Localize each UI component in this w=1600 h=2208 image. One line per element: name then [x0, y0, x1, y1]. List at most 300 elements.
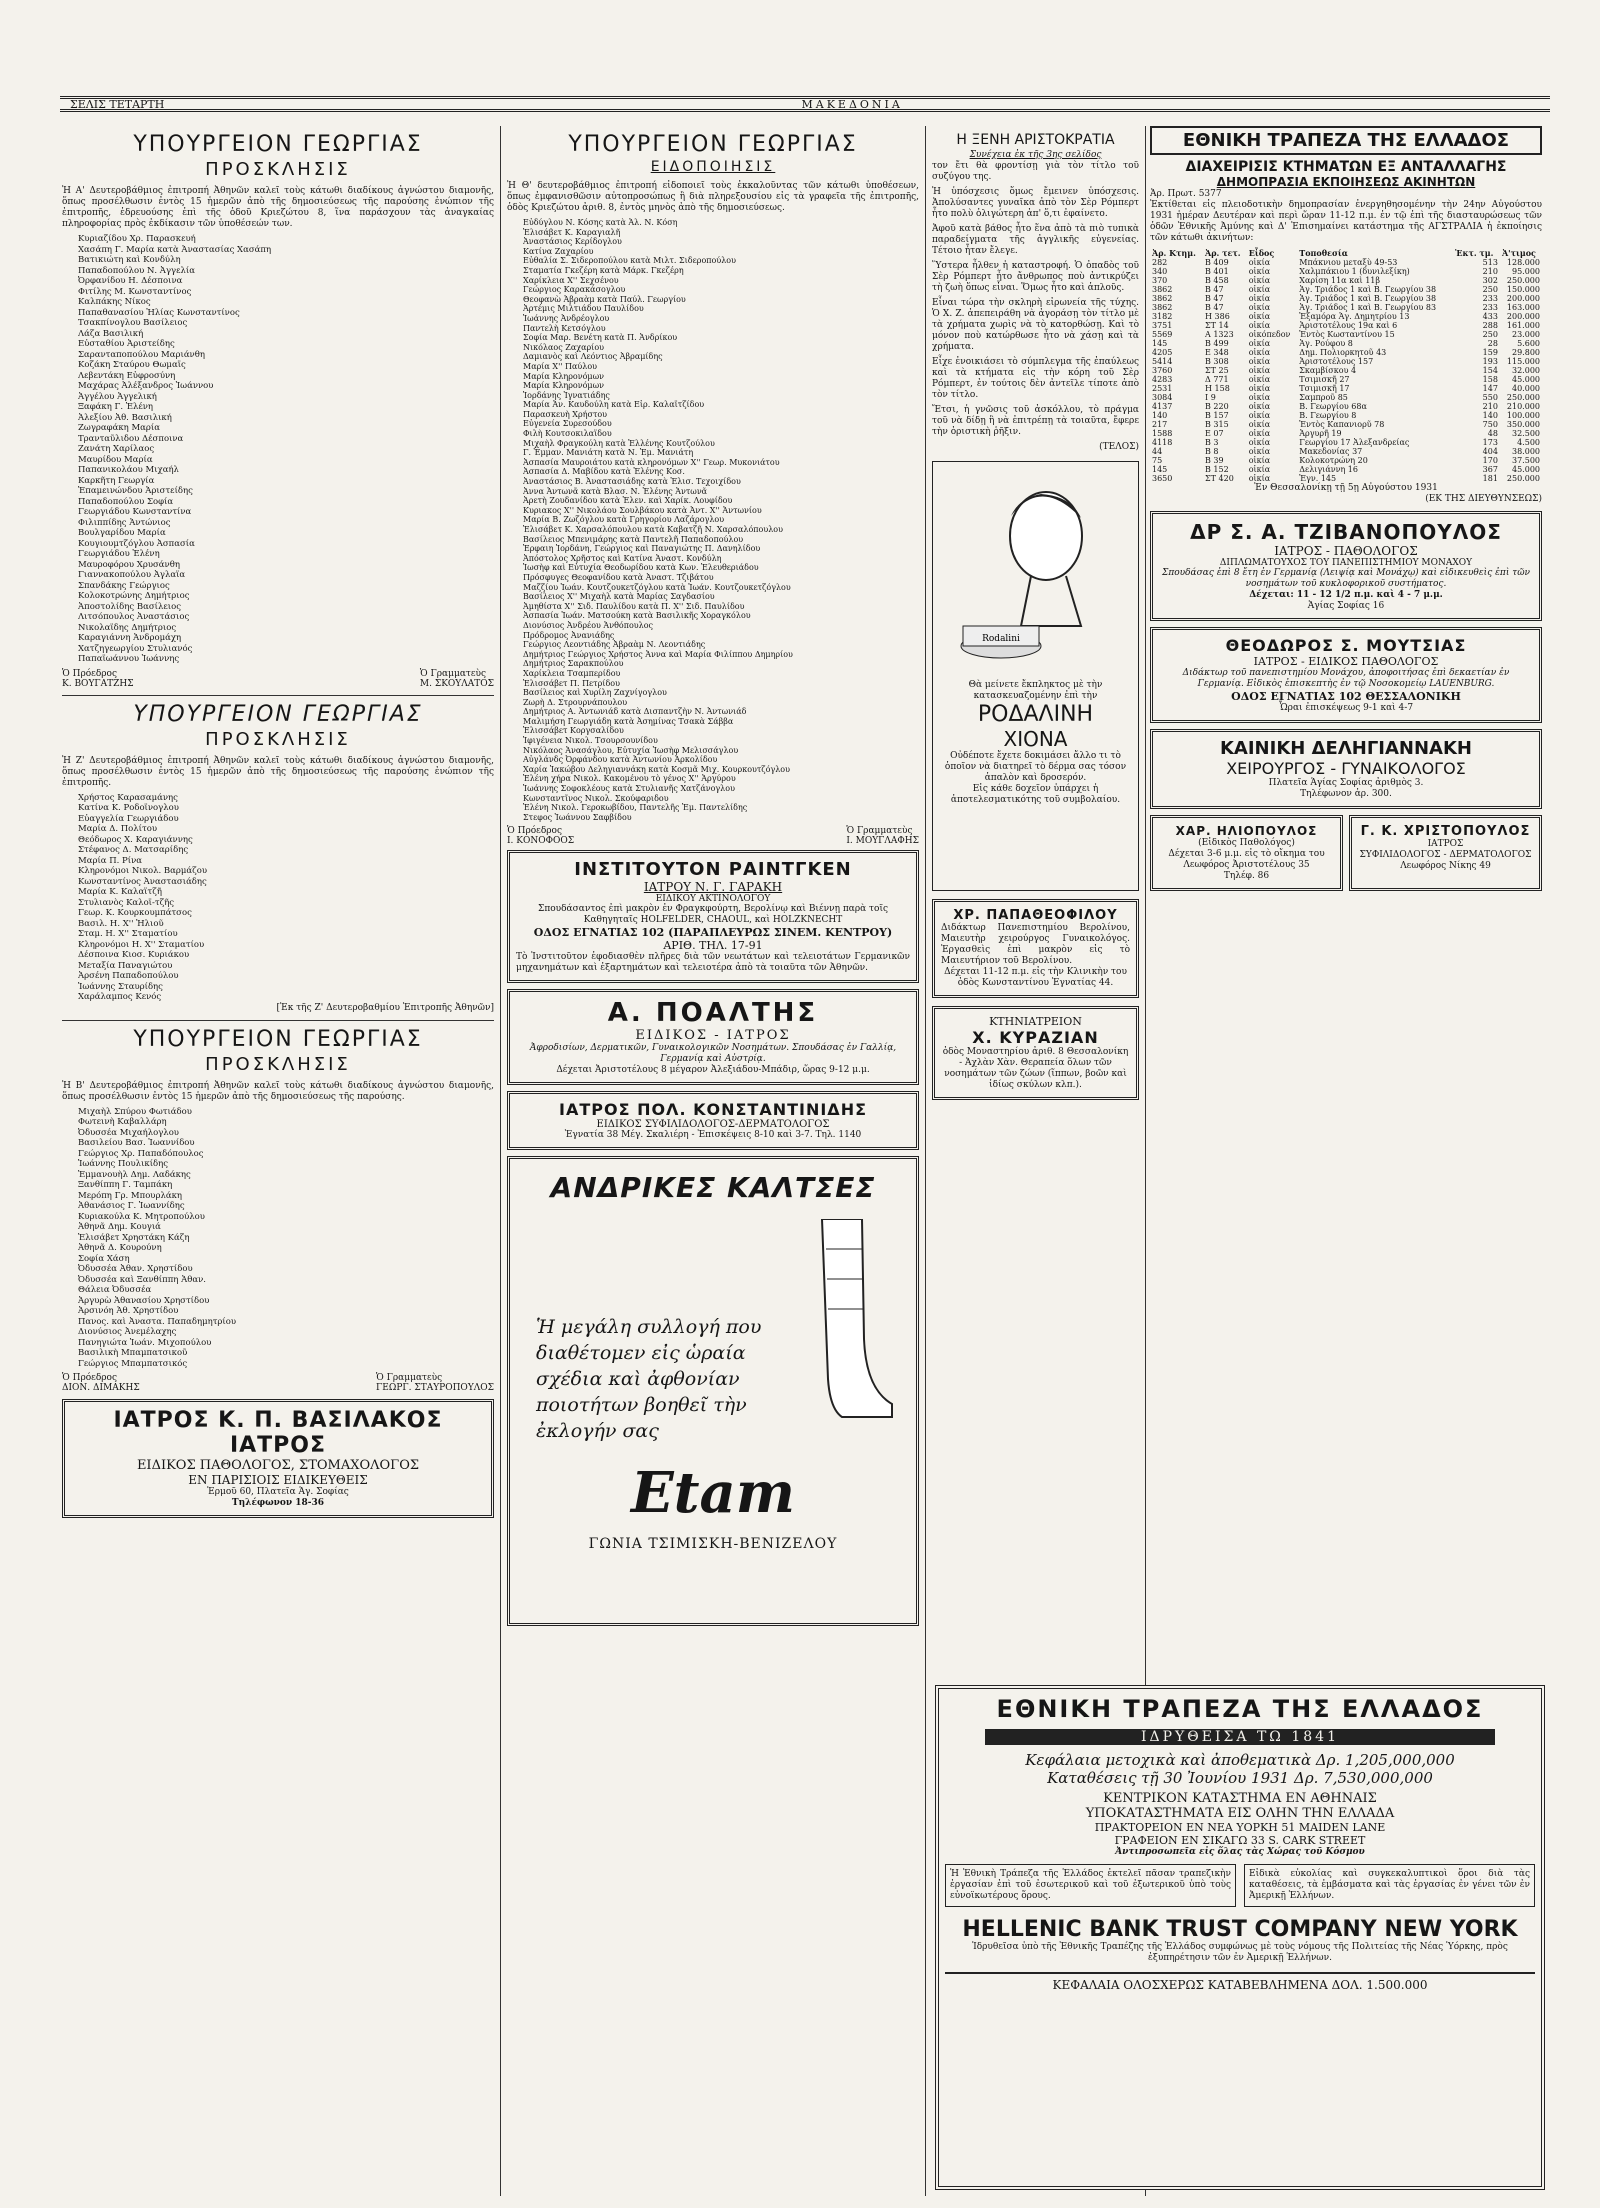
table-cell: 3760 — [1152, 366, 1173, 375]
table-cell: 288 — [1482, 321, 1498, 330]
table-cell: οἰκία — [1248, 447, 1271, 456]
article-body — [932, 161, 1139, 438]
table-cell: 5569 — [1152, 330, 1173, 339]
ad-phone: Τηλέφ. 86 — [1223, 871, 1270, 881]
table-cell: Μακεδονίας 37 — [1299, 447, 1363, 456]
column-1 — [62, 126, 494, 2196]
name-entry: 24. Μιχαὴλ Φραγκούλη κατὰ Ἑλλένης Κουτζούλου — [523, 439, 919, 449]
table-header: Ἀρ. Κτημ. — [1152, 248, 1196, 258]
name-entry: 28. Φιλιππίδης Ἀντώνιος — [78, 518, 494, 529]
table-cell: 210 — [1482, 267, 1498, 276]
closing-date: Ἐν Θεσσαλονίκῃ τῇ 5ῃ Αὐγούστου 1931 — [1254, 483, 1438, 493]
ad-spec: ΙΑΤΡΟΣ - ΕΙΔΙΚΟΣ ΠΑΘΟΛΟΓΟΣ — [1253, 655, 1439, 668]
name-entry: 17. Ὀδυσσέα καὶ Ξανθίππη Ἀθαν. — [78, 1275, 494, 1286]
name-entry: 22. Εὐγενεία Συρεσούδου — [523, 419, 919, 429]
bank-correspondents: Ἀντιπροσωπεῖα εἰς ὅλας τὰς Χώρας τοῦ Κόσμου — [1115, 1847, 1365, 1857]
ad-name: Χ. ΚΥΡΑΖΙΑΝ — [972, 1028, 1099, 1047]
table-cell: Ἀριστοτέλους 157 — [1299, 357, 1374, 366]
name-entry: 21. Ζανάτη Χαρίλαος — [78, 444, 494, 455]
iliopoulos-ad — [1150, 815, 1343, 891]
name-entry: 18. Ἀλεξίου Ἀθ. Βασιλική — [78, 413, 494, 424]
table-cell: 181 — [1482, 474, 1498, 483]
name-entry: 36. Ἀπόστολος Χρῆστος καὶ Κατίνα Ἀναστ. Κονδύλη — [523, 554, 919, 564]
table-cell: 4137 — [1152, 402, 1173, 411]
name-entry: 17. Ξαφάκη Γ. Ἑλένη — [78, 402, 494, 413]
name-entry: 6. Φιτίλης Μ. Κωνσταντίνος — [78, 287, 494, 298]
ad-name: ΧΑΡ. ΗΛΙΟΠΟΥΛΟΣ — [1175, 824, 1318, 838]
article-paragraph: τον ἔτι θὰ φροντίσῃ γιὰ τὸν τίτλο τοῦ συζύγου της. — [932, 161, 1139, 182]
name-entry: 19. Ἀργυρὼ Ἀθανασίου Χρηστίδου — [78, 1296, 494, 1307]
bank-left-text: Ἡ Ἐθνικὴ Τράπεζα τῆς Ἑλλάδος ἐκτελεῖ πᾶσαν τραπεζικὴν ἐργασίαν ἐπὶ τοῦ ἐσωτερικοῦ καὶ τοῦ ἐξωτερικοῦ ὑπὸ τοὺς εὐνοϊκωτέρους ὅρους. — [945, 1864, 1236, 1907]
table-cell: 140 — [1152, 411, 1168, 420]
name-entry: 1. Εὐδύγλου Ν. Κόσης κατὰ Ἀλ. Ν. Κόση — [523, 218, 919, 228]
ad-phone: Τηλέφωνον 18-36 — [231, 1498, 325, 1508]
bank-notice-header — [1150, 126, 1542, 155]
name-entry: 16. Ἀγγέλου Ἀγγελική — [78, 392, 494, 403]
name-entry: 10. Ἀρτέμις Μιλτιάδου Παυλίδου — [523, 304, 919, 314]
ad-text: ὁδὸς Μοναστηρίου ἀριθ. 8 Θεσσαλονίκη - Ἀχλὰν Χὰν. Θεραπεία ὅλων τῶν νοσημάτων τῶν ζώων (ἵππων, βοῶν καὶ ἰδίως σκύλων κλπ.). — [942, 1047, 1129, 1090]
table-cell: οἰκία — [1248, 456, 1271, 465]
ad-address: Λεωφόρος Νίκης 49 — [1400, 861, 1491, 871]
name-entry: 4. Μαρία Δ. Πολίτου — [78, 824, 494, 835]
etam-ad — [507, 1156, 919, 1626]
table-row — [1150, 321, 1542, 330]
name-entry: 14. Νικόλαος Ζαχαρίου — [523, 343, 919, 353]
article-paragraph: Ἔτσι, ἡ γνῶσις τοῦ ἀσκόλλου, τὸ πράγμα τοῦ νὰ δίδῃ ἢ νὰ ἐπιτρέπῃ τὰ τοιαῦτα, ἔφερε τὴν ὁριστικὴ ῥῆξιν. — [932, 405, 1139, 437]
name-entry: 60. Ἰωάννης Σοφοκλέους κατὰ Στυλιανῆς Χατζάνογλου — [523, 784, 919, 794]
table-cell: ΣΤ 14 — [1205, 321, 1229, 330]
ad-body: Ἡ μεγάλη συλλογή που διαθέτομεν εἰς ὡραία σχέδια καὶ ἀφθονίαν ποιοτήτων βοηθεῖ τὴν ἐκλογήν σας — [536, 1316, 762, 1443]
notice-block-1 — [62, 132, 494, 689]
table-cell: Β 157 — [1205, 411, 1229, 420]
name-entry: 13. Κοζάκη Σταύρου Θωμαΐς — [78, 360, 494, 371]
table-cell: 4.500 — [1517, 438, 1540, 447]
table-cell: Β 401 — [1205, 267, 1229, 276]
table-cell: οἰκία — [1248, 420, 1271, 429]
table-cell: 4283 — [1152, 375, 1173, 384]
ad-doctor: ΙΑΤΡΟΥ Ν. Γ. ΓΑΡΑΚΗ — [643, 880, 783, 895]
name-entry: 14. Σταμ. Η. Χ'' Σταματίου — [78, 929, 494, 940]
table-cell: Ἁγ. Τριάδος 1 καὶ Β. Γεωργίου 38 — [1299, 285, 1437, 294]
table-cell: οἰκία — [1248, 384, 1271, 393]
ad-address: Ἐγνατία 38 Μέγ. Σκαλιέρη - Ἐπισκέψεις 8-10 καὶ 3-7. Τηλ. 1140 — [564, 1130, 862, 1141]
table-cell: οἰκία — [1248, 393, 1271, 402]
name-entry: 8. Κληρονόμοι Νικολ. Βαρμάζου — [78, 866, 494, 877]
bank-branches: ΥΠΟΚΑΤΑΣΤΗΜΑΤΑ ΕΙΣ ΟΛΗΝ ΤΗΝ ΕΛΛΑΔΑ — [1085, 1806, 1395, 1821]
table-header: Ἀρ. τετ. — [1205, 248, 1241, 258]
table-cell: 5.600 — [1517, 339, 1540, 348]
table-cell: Β. Γεωργίου 68α — [1299, 402, 1367, 411]
name-entry: 9. Τσακπίνογλου Βασίλειος — [78, 318, 494, 329]
ad-address: ΟΔΟΣ ΕΓΝΑΤΙΑΣ 102 ΘΕΣΣΑΛΟΝΙΚΗ — [1231, 690, 1461, 703]
name-entry: 20. Ἀρσινόη Ἀθ. Χρηστίδου — [78, 1306, 494, 1317]
notice-footer: [Ἐκ τῆς Ζ' Δευτεροβαθμίου Ἐπιτροπῆς Ἀθηνῶν] — [276, 1002, 494, 1013]
table-cell: οἰκία — [1248, 339, 1271, 348]
table-cell: Ἐντὸς Κωσταντίνου 15 — [1299, 330, 1395, 339]
name-entry: 16. Ὀδυσσέα Ἀθαν. Χρηστίδου — [78, 1264, 494, 1275]
name-entry: 11. Εὐσταθίου Ἀριστείδης — [78, 339, 494, 350]
table-cell: 145 — [1152, 465, 1168, 474]
table-cell: 302 — [1482, 276, 1498, 285]
name-entry: 61. Κωνσταντῖνος Νικολ. Σκούφαριδου — [523, 794, 919, 804]
table-row — [1150, 339, 1542, 348]
poalthis-ad — [507, 989, 919, 1085]
name-entry: 62. Ἑλένη Νικολ. Γεροκωβίδου, Παντελῆς Ἐμ. Παντελίδης — [523, 803, 919, 813]
bank-right-text: Εἰδικὰ εὐκολίας καὶ συγκεκαλυπτικοὶ ὅροι διὰ τὰς καταθέσεις, τὰ ἐμβάσματα καὶ τὰς ἐργασίας ἐν γένει τῶν ἐν Ἀμερικῇ Ἑλλήνων. — [1244, 1864, 1535, 1907]
table-row — [1150, 393, 1542, 402]
table-cell: ΣΤ 25 — [1205, 366, 1229, 375]
article-paragraph: Εἶναι τώρα τὴν σκληρὴ εἰρωνεία τῆς τύχης. Ὁ Χ. Ζ. ἀπεπειράθη νὰ ἀγοράσῃ τὸν τίτλο μὲ τὰ χρήματα χωρὶς νὰ τὸ κατορθώσῃ. Καὶ τὸ μόνον ποὺ κατώρθωσε ἦτο νὰ χάσῃ καὶ τὰ χρήματα. — [932, 298, 1139, 352]
table-cell: Ἐξαμόρα Ἁγ. Δημητρίου 13 — [1299, 312, 1410, 321]
table-cell: 4118 — [1152, 438, 1173, 447]
table-cell: Κολοκοτρώνη 20 — [1299, 456, 1368, 465]
table-cell: Ἀριστοτέλους 19α καὶ 6 — [1299, 321, 1398, 330]
name-entry: 17. Μεταξία Παναγιώτου — [78, 961, 494, 972]
name-entry: 4. Παπαδοπούλου Ν. Ἀγγελία — [78, 266, 494, 277]
table-cell: 45.000 — [1512, 375, 1540, 384]
hellenic-bank-title: HELLENIC BANK TRUST COMPANY NEW YORK — [962, 1917, 1518, 1942]
vasilakos-ad — [62, 1399, 494, 1518]
name-entry: 35. Κολοκοτρώνης Δημήτριος — [78, 591, 494, 602]
name-entry: 19. Ἰωάννης Σταυρίδης — [78, 982, 494, 993]
name-entry: 15. Μαχάρας Ἀλέξανδρος Ἰωάννου — [78, 381, 494, 392]
table-cell: οἰκία — [1248, 429, 1271, 438]
table-cell: Β 499 — [1205, 339, 1229, 348]
ad-address: Δέχεται Ἀριστοτέλους 8 μέγαρον Ἀλεξιάδου-Μπάδιρ, ὥρας 9-12 μ.μ. — [556, 1065, 870, 1076]
name-entry: 41. Παπαϊωάννου Ἰωάννης — [78, 654, 494, 665]
ad-address: Πλατεῖα Ἁγίας Σοφίας ἀριθμὸς 3. — [1268, 778, 1424, 788]
ad-spec: ΕΙΔΙΚΟΣ ΠΑΘΟΛΟΓΟΣ, ΣΤΟΜΑΧΟΛΟΓΟΣ — [136, 1458, 420, 1473]
table-row — [1150, 474, 1542, 483]
table-row — [1150, 402, 1542, 411]
table-header: Ἐκτ. τμ. — [1455, 248, 1494, 258]
protocol-number: Ἀρ. Πρωτ. 5377 — [1150, 189, 1222, 199]
table-cell: 250.000 — [1506, 276, 1540, 285]
signature-left: Ὁ Πρόεδρος ΔΙΟΝ. ΔΙΜΑΚΗΣ — [62, 1373, 140, 1393]
name-entry: 14. Λεβεντάκη Εὐφροσύνη — [78, 371, 494, 382]
table-cell: Δ 771 — [1205, 375, 1229, 384]
name-entry: 38. Νικολαΐδης Δημήτριος — [78, 623, 494, 634]
ad-name: ΡΟΔΑΛΙΝΗ — [977, 702, 1094, 727]
name-entry: 18. Θάλεια Ὀδυσσέα — [78, 1285, 494, 1296]
name-entry: 26. Ἀσπασία Μαυροιάτου κατὰ κληρονόμων Χ'' Γεωρ. Μυκονιάτου — [523, 458, 919, 468]
table-cell: 159 — [1482, 348, 1498, 357]
table-row — [1150, 456, 1542, 465]
table-cell: 433 — [1482, 312, 1498, 321]
name-entry: 48. Χαρίκλεια Τσαμπερίδου — [523, 669, 919, 679]
table-cell: 173 — [1482, 438, 1498, 447]
masthead-center: ΜΑΚΕΔΟΝΙΑ — [801, 97, 903, 111]
name-entry: 51. Ζωρὴ Δ. Στρουρνάπουλου — [523, 698, 919, 708]
table-cell: Β 47 — [1205, 285, 1224, 294]
name-entry: 39. Καραγιάννη Ἀνδρομάχη — [78, 633, 494, 644]
name-entry: 55. Ἰφιγένεια Νικολ. Τσουρσουνίδου — [523, 736, 919, 746]
ad-name: ΙΑΤΡΟΣ ΠΟΛ. ΚΟΝΣΤΑΝΤΙΝΙΔΗΣ — [558, 1100, 868, 1120]
name-list — [62, 1107, 494, 1370]
table-cell: Ἁγ. Τριάδος 1 καὶ Β. Γεωργίου 83 — [1299, 303, 1437, 312]
table-cell: Β 409 — [1205, 258, 1229, 267]
table-cell: 193 — [1482, 357, 1498, 366]
table-cell: Β 220 — [1205, 402, 1229, 411]
table-cell: Γεωργίου 17 Ἀλεξανδρείας — [1299, 438, 1410, 447]
name-entry: 3. Εὐαγγελία Γεωργιάδου — [78, 814, 494, 825]
table-cell: 282 — [1152, 258, 1168, 267]
table-row — [1150, 411, 1542, 420]
table-cell: 95.000 — [1512, 267, 1540, 276]
table-cell: Χαλμπάκιου 1 (δυνιλεξίκη) — [1299, 267, 1410, 276]
table-cell: 200.000 — [1506, 294, 1540, 303]
notice-intro: Ἡ Β' Δευτεροβάθμιος ἐπιτροπή Ἀθηνῶν καλεῖ τοὺς κάτωθι διαδίκους ἀγνώστου διαμονῆς, ὅπως προσέλθωσιν ἐντὸς 15 ἡμερῶν ἀπὸ τῆς δημοσιεύσεως τῆς παρούσης. — [62, 1080, 494, 1102]
table-row — [1150, 375, 1542, 384]
ad-line: ΕΝ ΠΑΡΙΣΙΟΙΣ ΕΙΔΙΚΕΥΘΕΙΣ — [188, 1473, 368, 1487]
table-cell: Β 458 — [1205, 276, 1229, 285]
table-cell: 3650 — [1152, 474, 1173, 483]
table-cell: 340 — [1152, 267, 1168, 276]
column-rule — [925, 126, 926, 2196]
signature-left: Ὁ Πρόεδρος Ι. ΚΟΝΟΦΟΟΣ — [507, 826, 575, 847]
table-cell: οἰκία — [1248, 312, 1271, 321]
notice-subtitle: ΠΡΟΣΚΛΗΣΙΣ — [205, 159, 351, 180]
name-entry: 11. Κυριακούλα Κ. Μητροπούλου — [78, 1212, 494, 1223]
table-cell: Δελιγιάννη 16 — [1299, 465, 1358, 474]
name-entry: 9. Θεοφανὼ Ἀβραὰμ κατὰ Παύλ. Γεωργίου — [523, 295, 919, 305]
table-cell: 100.000 — [1506, 411, 1540, 420]
name-entry: 15. Σοφία Χάση — [78, 1254, 494, 1265]
name-entry: 3. Βατικιώτη καὶ Κονδύλη — [78, 255, 494, 266]
name-entry: 30. Ἀρετὴ Ζουδανίδου κατὰ Ἑλεν. καὶ Χαρίκ. Λουφίδου — [523, 496, 919, 506]
name-entry: 24. Καρκῆτη Γεωργία — [78, 476, 494, 487]
notice-block-2 — [62, 695, 494, 1014]
name-entry: 25. Ἐπαμεινώνδου Ἀριστείδης — [78, 486, 494, 497]
table-cell: 233 — [1482, 294, 1498, 303]
table-row — [1150, 429, 1542, 438]
table-cell: 1588 — [1152, 429, 1173, 438]
name-entry: 10. Λάζα Βασιλική — [78, 329, 494, 340]
name-entry: 18. Ἀρσένη Παπαδοπούλου — [78, 971, 494, 982]
name-entry: 23. Παπανικολάου Μιχαήλ — [78, 465, 494, 476]
article-continued: Συνέχεια ἐκ τῆς 3ης σελίδος — [969, 150, 1102, 160]
ad-address: Ἁγίας Σοφίας 16 — [1307, 601, 1385, 611]
ad-headline: ΑΝΔΡΙΚΕΣ ΚΑΛΤΣΕΣ — [550, 1171, 876, 1205]
ad-name: ΘΕΟΔΩΡΟΣ Σ. ΜΟΥΤΣΙΑΣ — [1225, 636, 1467, 655]
name-entry: 15. Κληρονόμοι Η. Χ'' Σταματίου — [78, 940, 494, 951]
ad-name: Α. ΠΟΑΛΤΗΣ — [607, 998, 819, 1029]
name-entry: 21. Παρασκευὴ Χρήστου — [523, 410, 919, 420]
article-paragraph: Εἶχε ἐνοικιάσει τὸ σύμπλεγμα τῆς ἐπαύλεως καὶ τὰ κτήματα εἰς τὴν κόρη τοῦ Σὲρ Ρόμπερτ, ἐν τούτοις δὲν ἀντεῖλε τίποτε ἀπὸ τὸν τίτλο. — [932, 357, 1139, 400]
masthead-left: ΣΕΛΙΣ ΤΕΤΑΡΤΗ — [70, 97, 165, 111]
table-cell: 3862 — [1152, 285, 1173, 294]
table-cell: οἰκία — [1248, 294, 1271, 303]
ad-title: ΚΤΗΝΙΑΤΡΕΙΟΝ — [989, 1015, 1082, 1028]
name-entry: 19. Ζωγραφάκη Μαρία — [78, 423, 494, 434]
name-entry: 15. Δαμιανὸς καὶ Λεόντιος Ἀβραμίδης — [523, 352, 919, 362]
table-header: Τοποθεσία — [1299, 248, 1348, 258]
name-entry: 20. Τρανταῦλιδου Δέσποινα — [78, 434, 494, 445]
table-cell: Β 3 — [1205, 438, 1219, 447]
name-entry: 9. Κωνσταντίνος Ἀναστασιάδης — [78, 877, 494, 888]
name-entry: 41. Ἀμηθίστα Χ'' Σιδ. Παυλίδου κατὰ Π. Χ'' Σιδ. Παυλίδου — [523, 602, 919, 612]
name-entry: 20. Χαράλαμπος Κενός — [78, 992, 494, 1003]
table-cell: Β 152 — [1205, 465, 1229, 474]
name-entry: 8. Γεώργιος Καρακάσογλου — [523, 285, 919, 295]
bank-ny: ΠΡΑΚΤΟΡΕΙΟΝ ΕΝ ΝΕΑ ΥΟΡΚΗ 51 MAIDEN LANE — [1094, 1821, 1386, 1834]
ad-address: Δέχεται 11-12 π.μ. εἰς τὴν Κλινικὴν του ὁδὸς Κωνσταντίνου Ἐγνατίας 44. — [944, 967, 1127, 988]
xray-institute-ad — [507, 850, 919, 983]
table-cell: Δημ. Πολιορκητοῦ 43 — [1299, 348, 1387, 357]
name-entry: 54. Ἑλισσάβετ Κοργσαλίδου — [523, 726, 919, 736]
name-entry: 27. Ἀσπασία Δ. Μαβίδου κατὰ Ἑλένης Κοσ. — [523, 467, 919, 477]
table-cell: 513 — [1482, 258, 1498, 267]
name-entry: 13. Βασιλ. Η. Χ'' Ἠλιοῦ — [78, 919, 494, 930]
article-paragraph: Ἀφοῦ κατὰ βάθος ἦτο ἕνα ἀπὸ τὰ πιὸ τυπικὰ παραδείγματα τῆς ἀγγλικῆς εὐγενείας. Τέτοιο ἦταν ἔλεγε. — [932, 224, 1139, 256]
table-cell: 2531 — [1152, 384, 1173, 393]
name-entry: 49. Ἑλισσάβετ Π. Πετρίδου — [523, 679, 919, 689]
table-cell: Β. Γεωργίου 8 — [1299, 411, 1357, 420]
name-entry: 36. Ἀποστολίδης Βασίλειος — [78, 602, 494, 613]
ad-spec: ΙΑΤΡΟΣ — [1427, 839, 1464, 849]
property-table — [1150, 248, 1542, 483]
table-cell: 3751 — [1152, 321, 1173, 330]
table-cell: 158 — [1482, 375, 1498, 384]
woman-illustration — [941, 466, 1131, 676]
table-cell: 200.000 — [1506, 312, 1540, 321]
notice-title: ΥΠΟΥΡΓΕΙΟΝ ΓΕΩΡΓΙΑΣ — [133, 132, 423, 157]
table-cell: οἰκία — [1248, 285, 1271, 294]
name-entry: 7. Ἐμμανουὴλ Δημ. Λαδάκης — [78, 1170, 494, 1181]
table-row — [1150, 348, 1542, 357]
name-list — [62, 793, 494, 1003]
name-entry: 32. Μαυροφόρου Χρυσάνθη — [78, 560, 494, 571]
ad-text: Ἀφροδισίων, Δερματικῶν, Γυναικολογικῶν Νοσημάτων. Σπουδάσας ἐν Γαλλίᾳ, Γερμανίᾳ καὶ Αὐστρίᾳ. — [529, 1043, 897, 1065]
table-cell: 210 — [1482, 402, 1498, 411]
table-cell: οἰκία — [1248, 321, 1271, 330]
name-entry: 28. Ἀναστάσιος Β. Ἀναστασιάδης κατὰ Ἐλισ. Τεχοιχίδου — [523, 477, 919, 487]
name-entry: 30. Κουγιουμτζόγλου Ἀσπασία — [78, 539, 494, 550]
table-header: Ἀ'τιμος — [1501, 248, 1536, 258]
table-cell: οἰκία — [1248, 465, 1271, 474]
bank-chicago: ΓΡΑΦΕΙΟΝ ΕΝ ΣΙΚΑΓΩ 33 S. CARK STREET — [1114, 1834, 1366, 1847]
name-entry: 27. Γεωργιάδου Κωνσταντίνα — [78, 507, 494, 518]
name-entry: 24. Βασιλικὴ Μπαμπατσικοῦ — [78, 1348, 494, 1359]
ad-body: Τὸ Ἰνστιτοῦτον ἐφοδιασθὲν πλῆρες διὰ τῶν νεωτάτων καὶ τελειοτάτων Γερμανικῶν μηχανημάτων καὶ ἐξαρτημάτων καὶ τελειοτέρα ἀπὸ τὰ τοιαῦτα τῶν Ἀθηνῶν. — [516, 952, 910, 974]
name-entry: 6. Ἰωάννης Πουλικίδης — [78, 1159, 494, 1170]
bank-title: ΕΘΝΙΚΗ ΤΡΑΠΕΖΑ ΤΗΣ ΕΛΛΑΔΟΣ — [1182, 130, 1510, 151]
table-cell: 550 — [1482, 393, 1498, 402]
ad-address: ΓΩΝΙΑ ΤΣΙΜΙΣΚΗ-ΒΕΝΙΖΕΛΟΥ — [588, 1536, 838, 1553]
table-row — [1150, 357, 1542, 366]
table-cell: 45.000 — [1512, 465, 1540, 474]
ad-text: Διδάκτωρ τοῦ πανεπιστημίου Μονάχου, ἀποφοιτήσας ἐπὶ δεκαετίαν ἐν Γερμανίᾳ. Εἰδικὸς ἐπισκεπτὴς ἐν τῷ Νοσοκομείῳ LAUENBURG. — [1182, 668, 1510, 689]
notice-title: ΥΠΟΥΡΓΕΙΟΝ ΓΕΩΡΓΙΑΣ — [133, 701, 423, 727]
table-cell: Β 47 — [1205, 303, 1224, 312]
ad-name: ΙΑΤΡΟΣ Κ. Π. ΒΑΣΙΛΑΚΟΣ ΙΑΤΡΟΣ — [113, 1408, 443, 1458]
article-paragraph: Ὕστερα ἦλθεν ἡ καταστροφή. Ὁ ὀπαδὸς τοῦ Σὲρ Ρόμπερτ ἦτο ἄνθρωπος ποὺ ἀντικρύζει τὴ ζωὴ ὅπως εἶναι. Ὅμως ἦτο καὶ ἁπλοῦς. — [932, 261, 1139, 293]
ad-name: ΧΡ. ΠΑΠΑΘΕΟΦΙΛΟΥ — [953, 908, 1118, 923]
stocking-illustration — [782, 1219, 902, 1419]
table-cell: Ι 9 — [1205, 393, 1216, 402]
name-entry: 22. Διονύσιος Ἀνεμέλαχης — [78, 1327, 494, 1338]
name-entry: 56. Νικόλαος Ἀνασάγλου, Εὐτυχία Ἰωσὴφ Μελισσάγλου — [523, 746, 919, 756]
table-cell: 3084 — [1152, 393, 1173, 402]
table-cell: 37.500 — [1512, 456, 1540, 465]
table-cell: οἰκία — [1248, 438, 1271, 447]
masthead — [60, 96, 1550, 112]
name-entry: 38. Πρόσφυγες Θεοφανίδου κατὰ Ἀναστ. Τζιβάτου — [523, 573, 919, 583]
name-entry: 4. Κατίνα Ζαχαρίου — [523, 247, 919, 257]
table-cell: οἰκία — [1248, 375, 1271, 384]
ad-uni: ΔΙΠΛΩΜΑΤΟΥΧΟΣ ΤΟΥ ΠΑΝΕΠΙΣΤΗΜΙΟΥ ΜΟΝΑΧΟΥ — [1219, 558, 1473, 568]
notice-block-3 — [62, 1020, 494, 1394]
name-entry: 17. Μαρία Κληρονόμων — [523, 372, 919, 382]
table-row — [1150, 294, 1542, 303]
name-entry: 7. Χαρίκλεια Χ'' Σεχσένου — [523, 276, 919, 286]
name-entry: 34. Σπανδάκης Γεώργιος — [78, 581, 494, 592]
table-cell: οἰκία — [1248, 411, 1271, 420]
name-entry: 53. Μαλιμήση Γεωργιάδη κατὰ Ἀσημίνας Τσακὰ Σάββα — [523, 717, 919, 727]
table-row — [1150, 258, 1542, 267]
table-cell: 5414 — [1152, 357, 1173, 366]
table-cell: 40.000 — [1512, 384, 1540, 393]
name-entry: 40. Βασίλειος Χ'' Μιχαὴλ κατὰ Μαρίας Σαγδασίου — [523, 592, 919, 602]
name-entry: 12. Παντελὴ Κετσόγλου — [523, 324, 919, 334]
name-entry: 10. Ἀθανάσιος Γ. Ἰωαννίδης — [78, 1201, 494, 1212]
table-row — [1150, 447, 1542, 456]
table-cell: 145 — [1152, 339, 1168, 348]
name-entry: 3. Ἀναστάσιος Κερίδογλου — [523, 237, 919, 247]
ad-text: Θὰ μείνετε ἔκπληκτος μὲ τὴν κατασκευαζομένην ἐπὶ τὴν — [968, 680, 1103, 701]
name-entry: 13. Ἑλισάβετ Χρηστάκη Κάζη — [78, 1233, 494, 1244]
name-entry: 43. Διονύσιος Ἀνδρέου Ἀνθόπουλος — [523, 621, 919, 631]
table-cell: 750 — [1482, 420, 1498, 429]
table-cell: 250.000 — [1506, 393, 1540, 402]
ad-spec: ΕΙΔΙΚΟΣ - ΙΑΤΡΟΣ — [635, 1028, 791, 1044]
table-cell: 32.500 — [1512, 429, 1540, 438]
name-entry: 8. Παπαθανασίου Ἠλίας Κωνσταντίνος — [78, 308, 494, 319]
name-entry: 23. Πανηγιώτα Ἰωάν. Μιχοπούλου — [78, 1338, 494, 1349]
name-entry: 13. Σοφία Μαρ. Βενέτη κατὰ Π. Ἀνδρίκου — [523, 333, 919, 343]
table-cell: 210.000 — [1506, 402, 1540, 411]
column-2 — [507, 126, 919, 2196]
ad-text2: Οὐδέποτε ἔχετε δοκιμάσει ἄλλο τι τὸ ὁποῖον νὰ διατηρεῖ τὸ δέρμα σας τόσον ἁπαλὸν καὶ δροσερόν. — [944, 751, 1127, 783]
table-cell: Σκαμβίσκου 4 — [1299, 366, 1357, 375]
name-entry: 40. Χατζηγεωργίου Στυλιανός — [78, 644, 494, 655]
ad-spec: ΧΕΙΡΟΥΡΓΟΣ - ΓΥΝΑΙΚΟΛΟΓΟΣ — [1226, 759, 1466, 778]
ad-name: ΚΑΙΝΙΚΗ ΔΕΛΗΓΙΑΝΝΑΚΗ — [1219, 738, 1472, 759]
name-entry: 2. Κατίνα Κ. Ροδοΐνογλου — [78, 803, 494, 814]
notice-intro: Ἡ Ζ' Δευτεροβάθμιος ἐπιτροπή Ἀθηνῶν καλεῖ τοὺς κάτωθι διαδίκους ἀγνώστου διαμονῆς, ὅπως προσέλθωσιν ἐντὸς 15 ἡμερῶν ἀπὸ τῆς δημοσιεύσεως τῆς παρούσης ἐνώπιον τῆς ἐπιτροπῆς. — [62, 755, 494, 788]
notice-intro: Ἡ Θ' δευτεροβάθμιος ἐπιτροπή εἰδοποιεῖ τοὺς ἐκκαλοῦντας τῶν κάτωθι ὑποθέσεων, ὅπως ἐμφανισθῶσιν αὐτοπροσώπως ἢ διὰ πληρεξουσίου εἰς τὰ γραφεῖα τῆς ἐπιτροπῆς, ὁδὸς Κριεζώτου ἀριθ. 8, ἐντὸς μηνὸς ἀπὸ τῆς δημοσιεύσεως. — [507, 181, 919, 213]
name-entry: 8. Ξανθίππη Γ. Ταμπάκη — [78, 1180, 494, 1191]
notice-title: ΥΠΟΥΡΓΕΙΟΝ ΓΕΩΡΓΙΑΣ — [133, 1026, 423, 1052]
table-cell: 28 — [1487, 339, 1498, 348]
table-cell: Β 47 — [1205, 294, 1224, 303]
table-row — [1150, 366, 1542, 375]
table-cell: 250 — [1482, 285, 1498, 294]
table-cell: 23.000 — [1512, 330, 1540, 339]
name-entry: 6. Σταματία Γκεζέρη κατὰ Μάρκ. Γκεζέρη — [523, 266, 919, 276]
bank-subtitle-2: ΔΗΜΟΠΡΑΣΙΑ ΕΚΠΟΙΗΣΕΩΣ ΑΚΙΝΗΤΩΝ — [1216, 175, 1476, 189]
ad-hours: Δέχεται: 11 - 12 1/2 π.μ. καὶ 4 - 7 μ.μ. — [1249, 590, 1443, 600]
table-row — [1150, 267, 1542, 276]
name-list — [507, 218, 919, 822]
table-cell: Α 1323 — [1205, 330, 1234, 339]
table-cell: 48 — [1487, 429, 1498, 438]
name-entry: 7. Μαρία Π. Ρίνα — [78, 856, 494, 867]
name-entry: 45. Γεώργιος Λεοντιάδης Ἀβραὰμ Ν. Λεοντιάδης — [523, 640, 919, 650]
ad-spec: ΕΙΔΙΚΟΣ ΣΥΦΙΛΙΔΟΛΟΓΟΣ-ΔΕΡΜΑΤΟΛΟΓΟΣ — [596, 1119, 830, 1131]
column-rule — [500, 126, 501, 2196]
table-cell: 147 — [1482, 384, 1498, 393]
